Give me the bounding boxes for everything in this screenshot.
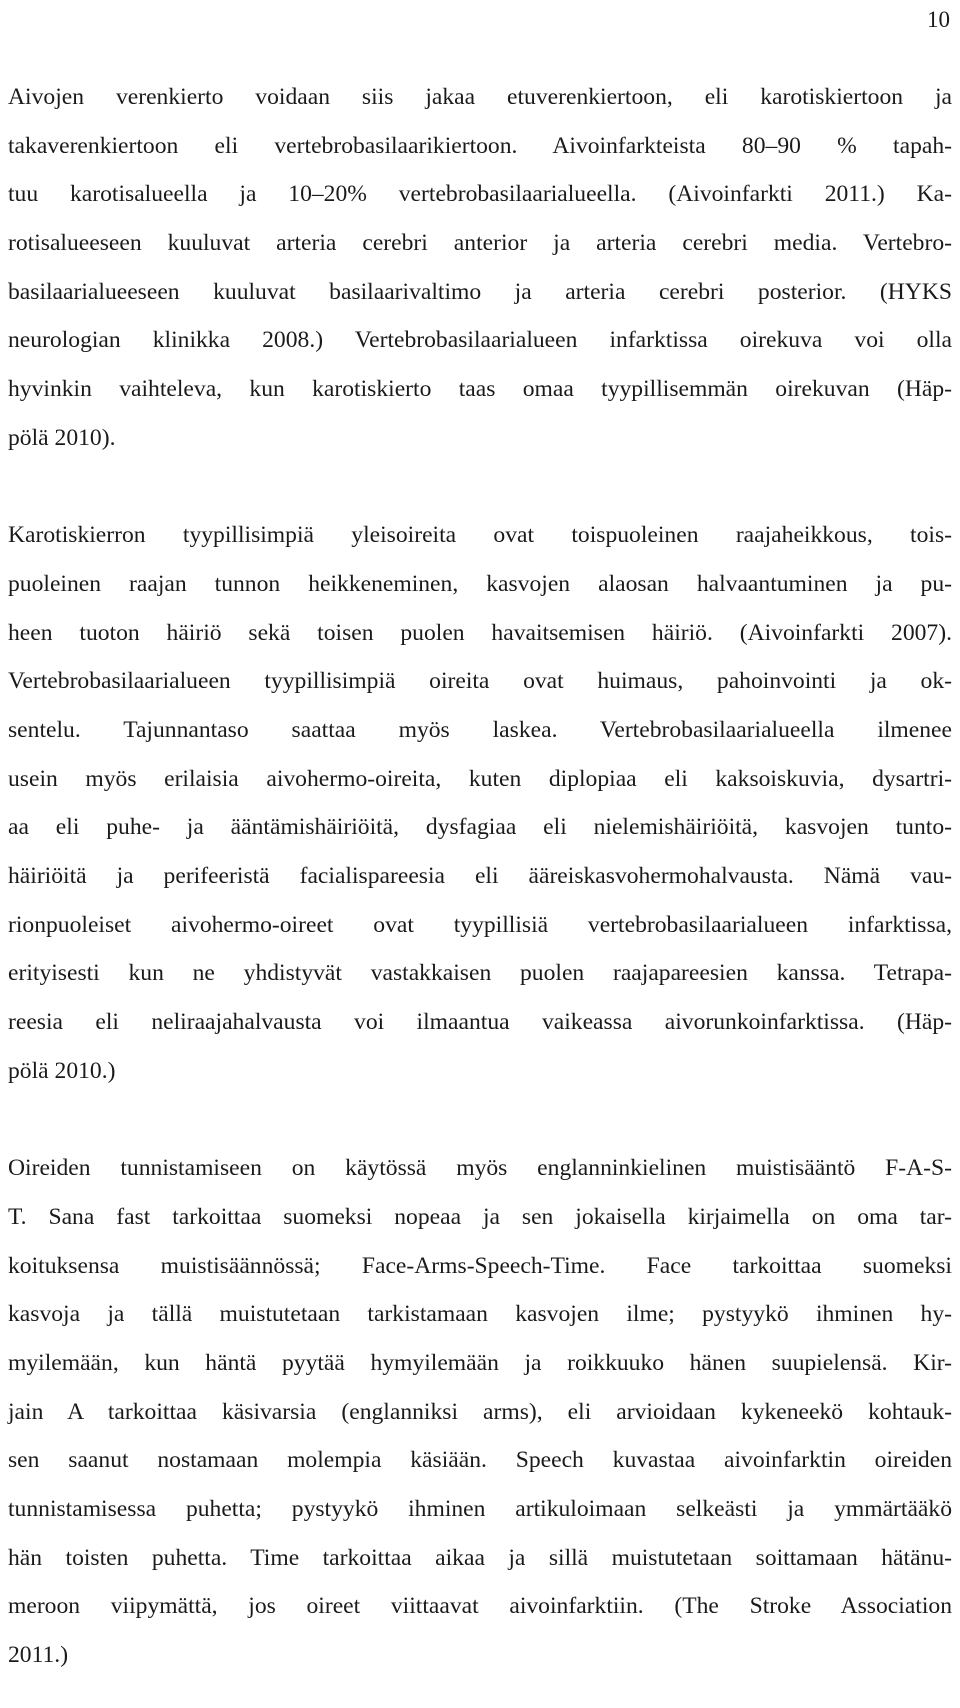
text-line: Vertebrobasilaarialueen tyypillisimpiä oireita ovat huimaus, pahoinvointi ja ok-: [8, 668, 952, 695]
text-line: kasvoja ja tällä muistutetaan tarkistamaan kasvojen ilme; pystyykö ihminen hy-: [8, 1301, 952, 1328]
text-line: 2011.): [8, 1642, 69, 1668]
text-line: basilaarialueeseen kuuluvat basilaarivaltimo ja arteria cerebri posterior. (HYKS: [8, 278, 952, 305]
text-line: hän toisten puhetta. Time tarkoittaa aikaa ja sillä muistutetaan soittamaan hätänu-: [8, 1544, 952, 1571]
paragraph: [8, 73, 952, 463]
paragraph: [8, 1144, 952, 1680]
text-line: reesia eli neliraajahalvausta voi ilmaantua vaikeassa aivorunkoinfarktissa. (Häp-: [8, 1009, 952, 1036]
text-line: pölä 2010.): [8, 1057, 116, 1084]
text-line: takaverenkiertoon eli vertebrobasilaarikiertoon. Aivoinfarkteista 80–90 % tapah-: [8, 132, 952, 159]
text-line: heen tuoton häiriö sekä toisen puolen havaitsemisen häiriö. (Aivoinfarkti 2007).: [8, 619, 952, 646]
text-line: Aivojen verenkierto voidaan siis jakaa etuverenkiertoon, eli karotiskiertoon ja: [8, 84, 952, 110]
paragraph: [8, 511, 952, 1095]
text-line: jain A tarkoittaa käsivarsia (englanniksi arms), eli arvioidaan kykeneekö kohtauk-: [8, 1398, 952, 1425]
text-line: T. Sana fast tarkoittaa suomeksi nopeaa ja sen jokaisella kirjaimella on oma tar-: [8, 1203, 952, 1230]
text-line: pölä 2010).: [8, 424, 116, 451]
text-line: meroon viipymättä, jos oireet viittaavat aivoinfarktiin. (The Stroke Association: [8, 1593, 952, 1620]
text-line: Oireiden tunnistamiseen on käytössä myös englanninkielinen muistisääntö F-A-S-: [8, 1155, 952, 1182]
text-line: neurologian klinikka 2008.) Vertebrobasilaarialueen infarktissa oirekuva voi olla: [8, 327, 952, 354]
text-line: tunnistamisessa puhetta; pystyykö ihminen artikuloimaan selkeästi ja ymmärtääkö: [8, 1495, 952, 1522]
text-line: häiriöitä ja perifeeristä facialispareesia eli ääreiskasvohermohalvausta. Nämä vau-: [8, 863, 952, 889]
text-line: usein myös erilaisia aivohermo-oireita, kuten diplopiaa eli kaksoiskuvia, dysartri-: [8, 765, 952, 792]
text-line: erityisesti kun ne yhdistyvät vastakkaisen puolen raajapareesien kanssa. Tetrapa-: [8, 960, 952, 987]
text-line: tuu karotisalueella ja 10–20% vertebrobasilaarialueella. (Aivoinfarkti 2011.) Ka-: [8, 181, 952, 208]
text-line: rotisalueeseen kuuluvat arteria cerebri anterior ja arteria cerebri media. Vertebro-: [8, 230, 952, 257]
paragraph-gap: [8, 1095, 952, 1144]
paragraph-gap: [8, 463, 952, 512]
text-line: myilemään, kun häntä pyytää hymyilemään ja roikkuuko hänen suupielensä. Kir-: [8, 1349, 952, 1376]
page-number: 10: [927, 7, 950, 32]
text-line: sentelu. Tajunnantaso saattaa myös laskea. Vertebrobasilaarialueella ilmenee: [8, 716, 952, 743]
text-line: hyvinkin vaihteleva, kun karotiskierto taas omaa tyypillisemmän oirekuvan (Häp-: [8, 376, 952, 403]
text-line: sen saanut nostamaan molempia käsiään. Speech kuvastaa aivoinfarktin oireiden: [8, 1447, 952, 1474]
document-body: [8, 73, 952, 1680]
text-line: rionpuoleiset aivohermo-oireet ovat tyypillisiä vertebrobasilaarialueen infarktissa,: [8, 911, 952, 938]
text-line: aa eli puhe- ja ääntämishäiriöitä, dysfagiaa eli nielemishäiriöitä, kasvojen tunto-: [8, 814, 952, 841]
text-line: Karotiskierron tyypillisimpiä yleisoireita ovat toispuoleinen raajaheikkous, tois-: [8, 522, 952, 549]
text-line: koituksensa muistisäännössä; Face-Arms-Speech-Time. Face tarkoittaa suomeksi: [8, 1252, 952, 1279]
text-line: puoleinen raajan tunnon heikkeneminen, kasvojen alaosan halvaantuminen ja pu-: [8, 570, 952, 597]
